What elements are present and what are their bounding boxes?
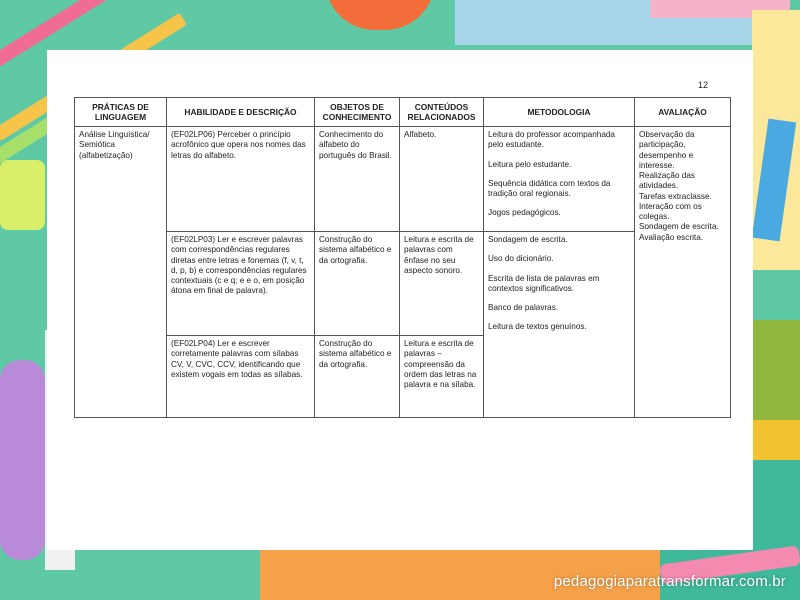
objetos-cell: Conhecimento do alfabeto do português do Brasil. bbox=[315, 127, 400, 232]
conteudos-cell: Leitura e escrita de palavras – compreensão da ordem das letras na palavra e na sílaba. bbox=[400, 336, 484, 418]
metodologia-item: Leitura de textos genuínos. bbox=[488, 322, 587, 332]
header-habilidade: HABILIDADE E DESCRIÇÃO bbox=[167, 98, 315, 127]
orange-protractor bbox=[325, 0, 435, 30]
table-row bbox=[75, 232, 731, 336]
metodologia-item: Leitura do professor acompanhada pelo estudante. bbox=[488, 130, 615, 150]
avaliacao-cell: Observação da participação, desempenho e interesse. Realização das atividades. Tarefas extraclasse. Interação com os colegas. Sondagem de escrita. Avaliação escrita. bbox=[635, 127, 731, 418]
header-metodologia: METODOLOGIA bbox=[484, 98, 635, 127]
metodologia-item: Escrita de lista de palavras em contextos significativos. bbox=[488, 273, 600, 293]
metodologia-cell bbox=[484, 232, 635, 418]
header-avaliacao: AVALIAÇÃO bbox=[635, 98, 731, 127]
metodologia-item: Leitura pelo estudante. bbox=[488, 159, 572, 169]
metodologia-item: Sondagem de escrita. bbox=[488, 235, 568, 244]
objetos-cell: Construção do sistema alfabético e da ortografia. bbox=[315, 336, 400, 418]
table-row bbox=[75, 127, 731, 232]
header-conteudos: CONTEÚDOS RELACIONADOS bbox=[400, 98, 484, 127]
habilidade-cell: (EF02LP06) Perceber o princípio acrofônico que opera nos nomes das letras do alfabeto. bbox=[167, 127, 315, 232]
habilidade-cell: (EF02LP03) Ler e escrever palavras com correspondências regulares diretas entre letras e fonemas (f, v, t, d, p, b) e correspondências regulares contextuais (c e q; e e o, em posição átona em final de palavra). bbox=[167, 232, 315, 336]
header-praticas: PRÁTICAS DE LINGUAGEM bbox=[75, 98, 167, 127]
table-header-row bbox=[75, 98, 731, 127]
habilidade-cell: (EF02LP04) Ler e escrever corretamente palavras com sílabas CV, V, CVC, CCV, identificando que existem vogais em todas as sílabas. bbox=[167, 336, 315, 418]
metodologia-item: Sequência didática com textos da tradição oral regionais. bbox=[488, 178, 611, 198]
praticas-cell: Análise Linguística/ Semiótica (alfabetização) bbox=[75, 127, 167, 418]
metodologia-cell bbox=[484, 127, 635, 232]
purple-scissors bbox=[0, 360, 45, 560]
page-number: 12 bbox=[698, 80, 709, 90]
header-objetos: OBJETOS DE CONHECIMENTO bbox=[315, 98, 400, 127]
metodologia-item: Uso do dicionário. bbox=[488, 254, 554, 264]
conteudos-cell: Leitura e escrita de palavras com ênfase no seu aspecto sonoro. bbox=[400, 232, 484, 336]
curriculum-table bbox=[74, 97, 731, 418]
metodologia-item: Jogos pedagógicos. bbox=[488, 208, 561, 218]
conteudos-cell: Alfabeto. bbox=[400, 127, 484, 232]
metodologia-item: Banco de palavras. bbox=[488, 303, 559, 312]
site-watermark: pedagogiaparatransformar.com.br bbox=[553, 573, 786, 590]
yellow-blocks bbox=[752, 420, 800, 460]
objetos-cell: Construção do sistema alfabético e da ortografia. bbox=[315, 232, 400, 336]
glue-stick bbox=[0, 160, 45, 230]
